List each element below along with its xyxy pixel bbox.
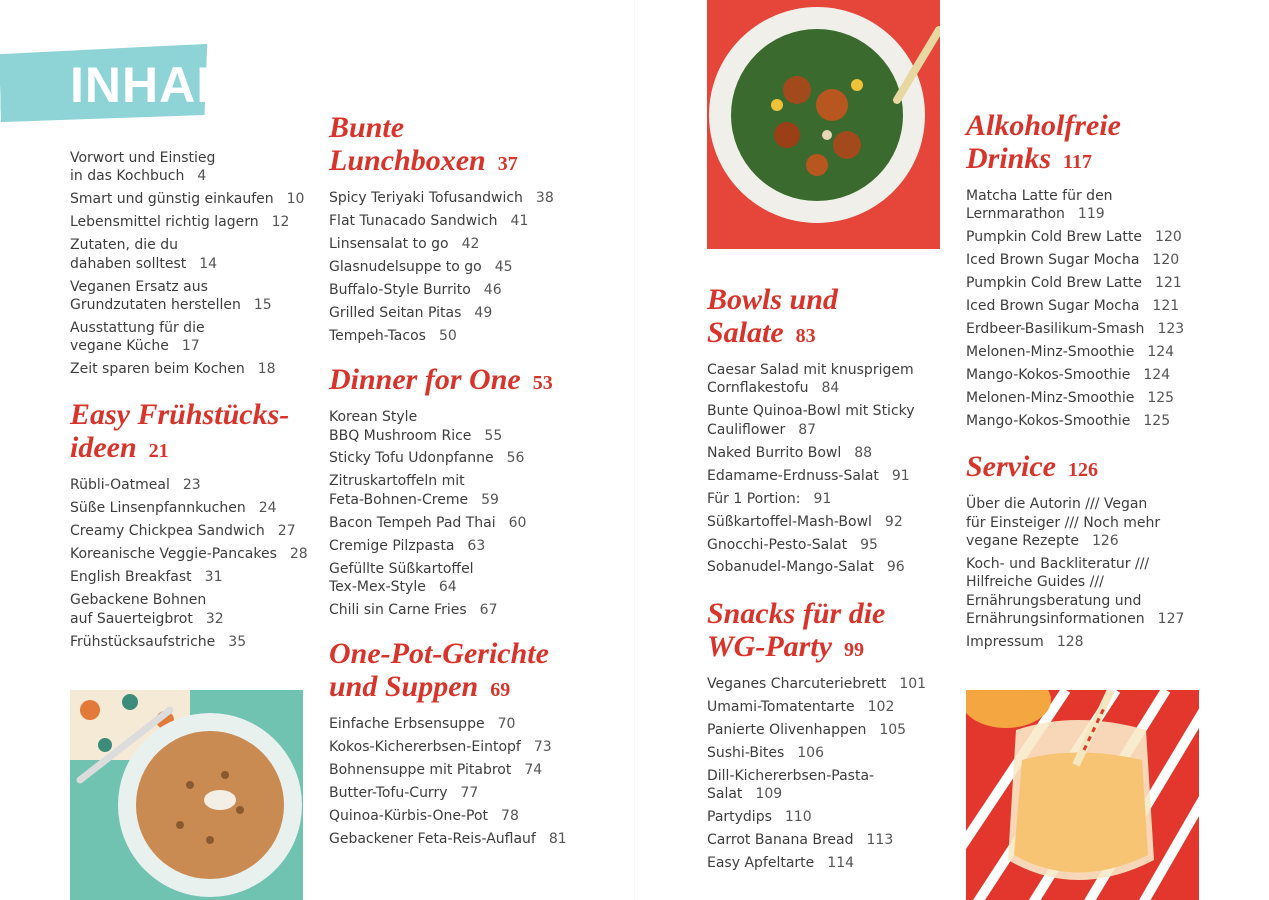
toc-entry[interactable]: [329, 281, 589, 299]
toc-entry-page: 74: [524, 762, 543, 779]
toc-entry-title: Grilled Seitan Pitas: [329, 304, 462, 321]
section-heading-title: One-Pot-Gerichte und Suppen: [329, 637, 549, 704]
section-heading-page: 126: [1067, 459, 1098, 482]
toc-entry-title: Umami-Tomatentarte: [707, 698, 855, 715]
toc-entry[interactable]: [707, 698, 942, 716]
toc-entry[interactable]: [70, 319, 310, 356]
toc-entry[interactable]: [707, 536, 942, 554]
toc-entry[interactable]: [70, 360, 310, 378]
toc-entry[interactable]: [329, 258, 589, 276]
toc-entry-title: Mango-Kokos-Smoothie: [966, 367, 1131, 384]
toc-entry-page: 67: [479, 602, 498, 618]
toc-entry-title: Bacon Tempeh Pad Thai: [329, 514, 496, 531]
toc-intro: [70, 149, 310, 378]
toc-entry-title: Ausstattung für die vegane Küche: [70, 319, 205, 355]
toc-entry-page: 91: [891, 467, 910, 484]
toc-entry-page: 77: [460, 785, 479, 802]
toc-entry-page: 50: [438, 327, 457, 344]
section-heading-title: Snacks für die WG-Party: [707, 596, 886, 663]
toc-entry-title: Edamame-Erdnuss-Salat: [707, 467, 879, 484]
toc-entry-page: 45: [494, 258, 513, 275]
toc-entry-page: 106: [797, 744, 824, 761]
toc-section-drinks: [966, 109, 1206, 430]
toc-entry-title: Über die Autorin /// Vegan für Einsteiger /// Noch mehr vegane Rezepte: [966, 496, 1161, 550]
toc-entry[interactable]: [966, 320, 1206, 338]
toc-entry-title: English Breakfast: [70, 569, 192, 586]
toc-entry[interactable]: [966, 555, 1206, 628]
toc-entry-title: Sticky Tofu Udonpfanne: [329, 450, 494, 467]
toc-entry-title: Tempeh-Tacos: [329, 327, 426, 344]
section-heading[interactable]: [966, 450, 1206, 487]
salad-bowl-photo: [707, 0, 940, 249]
toc-entry[interactable]: [70, 190, 310, 208]
toc-entry-page: 121: [1152, 298, 1180, 315]
toc-entry-title: Rübli-Oatmeal: [70, 477, 170, 494]
toc-entry-page: 64: [438, 579, 457, 596]
section-heading-page: 21: [148, 440, 169, 463]
toc-entry-title: Creamy Chickpea Sandwich: [70, 523, 265, 540]
toc-entry[interactable]: [329, 715, 589, 733]
toc-entry-title: Einfache Erbsensuppe: [329, 716, 485, 733]
toc-entry-title: Panierte Olivenhappen: [707, 721, 867, 738]
toc-entry-title: Matcha Latte für den Lernmarathon: [966, 188, 1113, 223]
toc-entry-page: 32: [205, 610, 224, 627]
toc-entry[interactable]: [966, 343, 1206, 361]
toc-entry-title: Veganen Ersatz aus Grundzutaten herstellen: [70, 278, 241, 313]
toc-entry[interactable]: [966, 274, 1206, 292]
toc-entry-page: 114: [827, 854, 855, 871]
toc-entry-title: Dill-Kichererbsen-Pasta-Salat: [707, 767, 875, 803]
toc-entry[interactable]: [707, 402, 942, 439]
toc-entry-title: Koch- und Backliteratur /// Hilfreiche Guides /// Ernährungsberatung und Ernährungsinformationen: [966, 556, 1150, 627]
toc-entry[interactable]: [329, 560, 589, 597]
toc-entry-title: Impressum: [966, 633, 1044, 650]
toc-entry-page: 12: [271, 214, 290, 231]
toc-section-lunchboxen: [329, 111, 589, 345]
toc-entry-title: Spicy Teriyaki Tofusandwich: [329, 190, 523, 206]
toc-entry-page: 42: [461, 235, 480, 252]
toc-entry-page: 49: [474, 304, 493, 321]
toc-entry-page: 95: [860, 536, 878, 553]
toc-entry-page: 110: [784, 809, 812, 825]
toc-entry-title: Melonen-Minz-Smoothie: [966, 344, 1135, 361]
toc-entry[interactable]: [70, 545, 310, 563]
toc-entry-page: 92: [884, 513, 903, 530]
toc-entry[interactable]: [70, 499, 310, 517]
toc-entry-page: 119: [1077, 206, 1105, 223]
toc-entry[interactable]: [329, 449, 589, 467]
toc-entry-title: Smart und günstig einkaufen: [70, 191, 274, 208]
toc-entry-page: 127: [1157, 610, 1185, 627]
toc-entry[interactable]: [966, 297, 1206, 315]
section-heading[interactable]: [329, 637, 589, 707]
toc-entry-page: 15: [253, 296, 272, 313]
toc-entry-title: Vorwort und Einstieg in das Kochbuch: [70, 150, 216, 185]
toc-entry-page: 81: [548, 831, 567, 848]
section-heading-page: 117: [1063, 151, 1092, 173]
toc-entry-page: 105: [879, 721, 907, 738]
toc-entry-title: Koreanische Veggie-Pancakes: [70, 546, 277, 563]
toc-entry[interactable]: [70, 476, 310, 494]
toc-entry-page: 125: [1143, 413, 1171, 430]
toc-entry-page: 84: [821, 380, 840, 397]
toc-entry[interactable]: [329, 235, 589, 253]
toc-entry[interactable]: [707, 808, 942, 826]
toc-entry[interactable]: [707, 513, 942, 531]
toc-entry-page: 59: [481, 491, 499, 508]
toc-entry-page: 31: [204, 569, 223, 586]
toc-entry[interactable]: [329, 472, 589, 509]
toc-entry-page: 88: [854, 444, 873, 461]
toc-entry[interactable]: [707, 444, 942, 462]
toc-entry-title: Sobanudel-Mango-Salat: [707, 559, 874, 576]
toc-entry[interactable]: [70, 633, 310, 651]
toc-entry-page: 27: [277, 523, 296, 540]
toc-entry-title: Quinoa-Kürbis-One-Pot: [329, 808, 489, 825]
toc-entry-page: 109: [755, 786, 783, 803]
toc-entry[interactable]: [707, 767, 942, 804]
section-heading[interactable]: [70, 398, 310, 468]
toc-entry-title: Glasnudelsuppe to go: [329, 258, 482, 275]
toc-entry-title: Gefüllte Süßkartoffel Tex-Mex-Style: [329, 560, 474, 596]
toc-entry-title: Buffalo-Style Burrito: [329, 281, 471, 298]
toc-entry[interactable]: [70, 278, 310, 315]
toc-entry-title: Bohnensuppe mit Pitabrot: [329, 762, 512, 779]
toc-entry-page: 124: [1147, 344, 1175, 361]
toc-entry[interactable]: [966, 366, 1206, 384]
toc-entry[interactable]: [329, 212, 589, 230]
toc-entry[interactable]: [329, 830, 589, 848]
toc-entry-title: Cremige Pilzpasta: [329, 537, 455, 554]
page-gutter: [634, 0, 636, 900]
toc-entry[interactable]: [70, 236, 310, 273]
toc-entry[interactable]: [70, 568, 310, 586]
toc-entry-title: Zeit sparen beim Kochen: [70, 361, 245, 378]
toc-entry[interactable]: [707, 675, 942, 693]
toc-column-1: [70, 149, 310, 656]
toc-entry[interactable]: [707, 744, 942, 762]
toc-entry-page: 41: [510, 212, 529, 229]
toc-entry[interactable]: [966, 251, 1206, 269]
toc-entry[interactable]: [707, 490, 942, 508]
toc-entry-title: Chili sin Carne Fries: [329, 602, 467, 618]
toc-entry-page: 73: [533, 739, 552, 756]
toc-entry[interactable]: [329, 304, 589, 322]
toc-entry-title: Linsensalat to go: [329, 235, 449, 252]
toc-section-onepot: [329, 637, 589, 848]
page-title: INHALT: [70, 57, 256, 113]
toc-entry-title: Lebensmittel richtig lagern: [70, 214, 259, 231]
toc-entry-page: 35: [228, 633, 247, 650]
toc-entry[interactable]: [70, 522, 310, 540]
toc-entry[interactable]: [329, 537, 589, 555]
section-heading-title: Service: [966, 450, 1056, 484]
toc-entry-page: 113: [866, 831, 894, 848]
toc-entry-title: Gnocchi-Pesto-Salat: [707, 536, 848, 553]
section-heading-title: Dinner for One: [329, 363, 521, 397]
toc-entry[interactable]: [70, 213, 310, 231]
toc-entry-page: 128: [1056, 633, 1084, 650]
section-heading[interactable]: [707, 597, 942, 667]
section-heading[interactable]: [329, 111, 589, 181]
section-heading[interactable]: [707, 283, 942, 353]
toc-entry-page: 87: [798, 421, 817, 438]
section-heading-page: 69: [490, 679, 511, 702]
toc-entry[interactable]: [329, 189, 589, 207]
toc-entry[interactable]: [329, 784, 589, 802]
toc-entry-page: 55: [484, 427, 503, 444]
toc-entry-page: 14: [199, 255, 218, 272]
toc-entry-page: 101: [899, 675, 927, 692]
toc-entry[interactable]: [707, 467, 942, 485]
smoothie-photo: [966, 690, 1199, 900]
toc-column-4: [966, 109, 1206, 656]
toc-entry[interactable]: [70, 149, 310, 186]
toc-entry[interactable]: [329, 738, 589, 756]
toc-entry-title: Für 1 Portion:: [707, 490, 801, 507]
section-heading[interactable]: [329, 363, 589, 400]
toc-entry-page: 70: [497, 716, 516, 733]
toc-entry-page: 91: [813, 490, 832, 507]
toc-entry-title: Pumpkin Cold Brew Latte: [966, 229, 1143, 246]
toc-entry[interactable]: [966, 495, 1206, 550]
toc-entry[interactable]: [966, 187, 1206, 224]
toc-entry[interactable]: [966, 389, 1206, 407]
toc-entry-title: Gebackene Bohnen auf Sauerteigbrot: [70, 592, 207, 627]
toc-entry-page: 124: [1143, 367, 1171, 384]
toc-entry-page: 78: [501, 808, 519, 825]
toc-entry-page: 63: [467, 537, 486, 554]
toc-entry-page: 23: [182, 477, 201, 494]
toc-column-2: [329, 111, 589, 853]
toc-entry-page: 121: [1155, 275, 1182, 292]
toc-entry-title: Melonen-Minz-Smoothie: [966, 390, 1135, 407]
toc-entry-page: 24: [258, 500, 277, 517]
toc-entry[interactable]: [707, 721, 942, 739]
toc-entry-page: 10: [286, 191, 305, 208]
toc-entry-page: 60: [508, 514, 527, 531]
oatmeal-photo: [70, 690, 303, 900]
section-heading-title: Alkoholfreie Drinks: [966, 109, 1121, 175]
section-heading-page: 83: [795, 325, 816, 347]
toc-entry[interactable]: [707, 854, 942, 872]
toc-entry-page: 18: [257, 361, 276, 378]
toc-entry-page: 56: [506, 450, 525, 467]
toc-section-dinner: [329, 363, 589, 619]
toc-entry-title: Bunte Quinoa-Bowl mit Sticky Cauliflower: [707, 403, 915, 438]
toc-column-3: [707, 283, 942, 877]
toc-entry-title: Iced Brown Sugar Mocha: [966, 298, 1140, 315]
toc-entry[interactable]: [707, 361, 942, 398]
toc-entry-title: Iced Brown Sugar Mocha: [966, 252, 1140, 269]
toc-entry-page: 102: [867, 698, 895, 715]
toc-entry[interactable]: [70, 591, 310, 628]
toc-section-service: [966, 450, 1206, 651]
toc-entry[interactable]: [966, 228, 1206, 246]
toc-entry-title: Caesar Salad mit knusprigem Cornflakestofu: [707, 362, 914, 397]
toc-entry-title: Butter-Tofu-Curry: [329, 785, 448, 802]
toc-entry-title: Korean Style BBQ Mushroom Rice: [329, 409, 472, 444]
toc-section-bowls: [707, 283, 942, 577]
toc-entry-page: 125: [1147, 390, 1175, 407]
section-heading-title: Bunte Lunchboxen: [329, 111, 486, 177]
section-heading-page: 99: [843, 638, 864, 661]
toc-entry[interactable]: [329, 327, 589, 345]
section-heading-page: 53: [532, 372, 553, 395]
toc-entry-page: 126: [1091, 533, 1119, 550]
toc-entry[interactable]: [966, 412, 1206, 430]
toc-entry-page: 120: [1155, 229, 1182, 246]
toc-entry[interactable]: [329, 408, 589, 445]
toc-entry-title: Easy Apfeltarte: [707, 854, 815, 871]
section-heading-title: Bowls und Salate: [707, 283, 838, 349]
toc-entry[interactable]: [707, 558, 942, 576]
section-heading[interactable]: [966, 109, 1206, 179]
toc-entry[interactable]: [966, 633, 1206, 651]
toc-entry-title: Partydips: [707, 809, 772, 825]
toc-entry-page: 123: [1157, 321, 1185, 338]
toc-entry-title: Zutaten, die du dahaben solltest: [70, 237, 187, 272]
toc-entry-title: Kokos-Kichererbsen-Eintopf: [329, 739, 521, 756]
toc-entry-title: Frühstücksaufstriche: [70, 633, 216, 650]
toc-entry-page: 96: [886, 559, 905, 576]
toc-section-fruehstueck: [70, 398, 310, 651]
toc-entry-page: 38: [535, 190, 554, 206]
toc-entry-title: Sushi-Bites: [707, 744, 785, 761]
toc-entry[interactable]: [329, 514, 589, 532]
toc-entry-title: Süßkartoffel-Mash-Bowl: [707, 513, 872, 530]
toc-entry[interactable]: [329, 761, 589, 779]
toc-entry-title: Gebackener Feta-Reis-Auflauf: [329, 831, 536, 848]
toc-entry-page: 46: [483, 281, 502, 298]
toc-entry-title: Erdbeer-Basilikum-Smash: [966, 321, 1145, 338]
toc-section-snacks: [707, 597, 942, 872]
toc-entry-title: Zitruskartoffeln mit Feta-Bohnen-Creme: [329, 473, 469, 508]
toc-entry[interactable]: [329, 807, 589, 825]
section-heading-title: Easy Frühstücks- ideen: [70, 398, 290, 465]
toc-entry-page: 120: [1152, 252, 1180, 269]
toc-entry-title: Mango-Kokos-Smoothie: [966, 413, 1131, 430]
toc-entry[interactable]: [707, 831, 942, 849]
toc-entry-title: Veganes Charcuteriebrett: [707, 675, 887, 692]
section-heading-page: 37: [497, 153, 518, 175]
toc-entry[interactable]: [329, 601, 589, 619]
toc-entry-title: Pumpkin Cold Brew Latte: [966, 275, 1143, 292]
toc-entry-title: Carrot Banana Bread: [707, 831, 854, 848]
toc-entry-title: Naked Burrito Bowl: [707, 444, 842, 461]
toc-entry-title: Süße Linsenpfannkuchen: [70, 500, 246, 517]
toc-entry-page: 28: [289, 546, 308, 563]
toc-entry-title: Flat Tunacado Sandwich: [329, 212, 498, 229]
toc-entry-page: 17: [181, 338, 200, 355]
toc-entry-page: 4: [197, 168, 207, 185]
